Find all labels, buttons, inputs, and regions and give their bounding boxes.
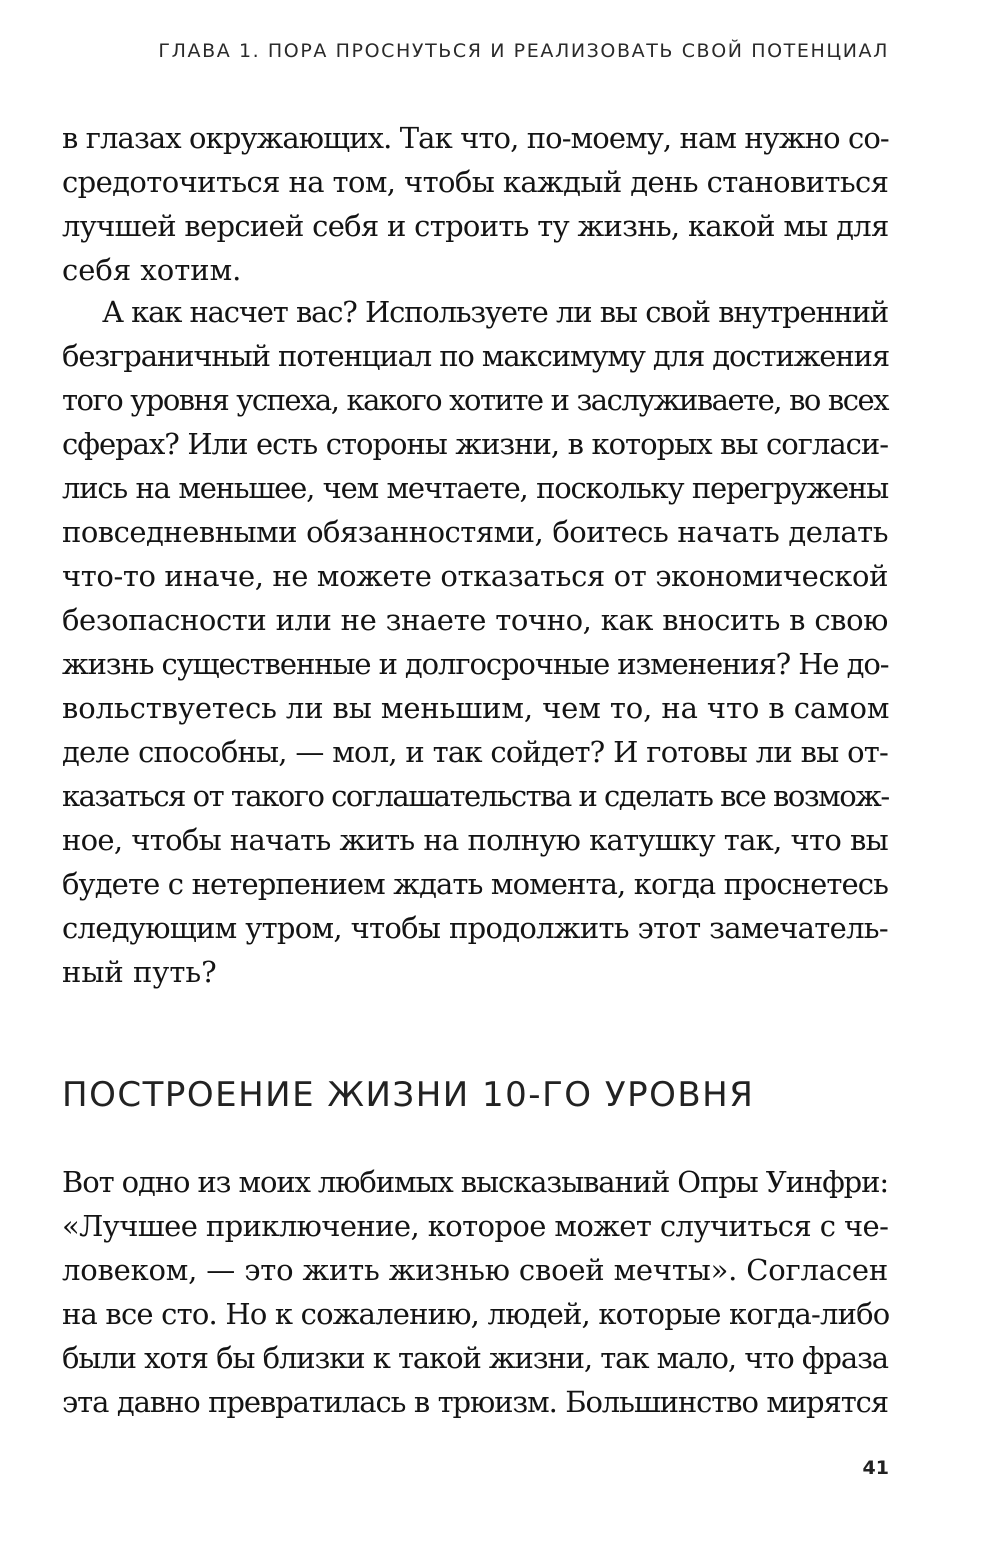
- text-line: лись на меньшее, чем мечтаете, поскольку перегружены: [62, 471, 888, 505]
- text-line: жизнь существенные и долгосрочные изменения? Не до-: [62, 647, 889, 681]
- text-line: «Лучшее приключение, которое может случиться с че-: [62, 1209, 889, 1243]
- running-head: ГЛАВА 1. ПОРА ПРОСНУТЬСЯ И РЕАЛИЗОВАТЬ СВОЙ ПОТЕНЦИАЛ: [158, 40, 889, 62]
- paragraph-3: [62, 1160, 888, 1424]
- text-line: ный путь?: [62, 955, 217, 989]
- text-line: лучшей версией себя и строить ту жизнь, какой мы для: [62, 209, 889, 243]
- text-line: Вот одно из моих любимых высказываний Опры Уинфри:: [62, 1165, 889, 1199]
- text-line: эта давно превратилась в трюизм. Большинство мирятся: [62, 1385, 888, 1419]
- text-line: себя хотим.: [62, 253, 242, 287]
- text-line: были хотя бы близки к такой жизни, так мало, что фраза: [62, 1341, 888, 1375]
- text-line: казаться от такого соглашательства и сделать все возмож-: [62, 779, 889, 813]
- text-line: повседневными обязанностями, боитесь начать делать: [62, 515, 888, 549]
- text-line: средоточиться на том, чтобы каждый день становиться: [62, 165, 889, 199]
- paragraph-1: [62, 116, 888, 292]
- text-line: безграничный потенциал по максимуму для достижения: [62, 339, 890, 373]
- text-line: на все сто. Но к сожалению, людей, которые когда-либо: [62, 1297, 890, 1331]
- text-line: того уровня успеха, какого хотите и заслуживаете, во всех: [62, 383, 888, 417]
- text-line: будете с нетерпением ждать момента, когда проснетесь: [62, 867, 888, 901]
- page-number: 41: [862, 1457, 889, 1479]
- text-line: безопасности или не знаете точно, как вносить в свою: [62, 603, 888, 637]
- text-line: ное, чтобы начать жить на полную катушку так, что вы: [62, 823, 888, 857]
- text-line: что-то иначе, не можете отказаться от экономической: [62, 559, 888, 593]
- paragraph-2: [62, 290, 888, 994]
- text-line: в глазах окружающих. Так что, по-моему, нам нужно со-: [62, 121, 889, 155]
- text-line: вольствуетесь ли вы меньшим, чем то, на что в самом: [62, 691, 890, 725]
- text-line: следующим утром, чтобы продолжить этот замечатель-: [62, 911, 888, 945]
- text-line: сферах? Или есть стороны жизни, в которых вы согласи-: [62, 427, 888, 461]
- text-line: А как насчет вас? Используете ли вы свой внутренний: [102, 295, 888, 329]
- section-heading: ПОСТРОЕНИЕ ЖИЗНИ 10-ГО УРОВНЯ: [62, 1075, 755, 1115]
- text-line: деле способны, — мол, и так сойдет? И готовы ли вы от-: [62, 735, 888, 769]
- text-line: ловеком, — это жить жизнью своей мечты». Согласен: [62, 1253, 888, 1287]
